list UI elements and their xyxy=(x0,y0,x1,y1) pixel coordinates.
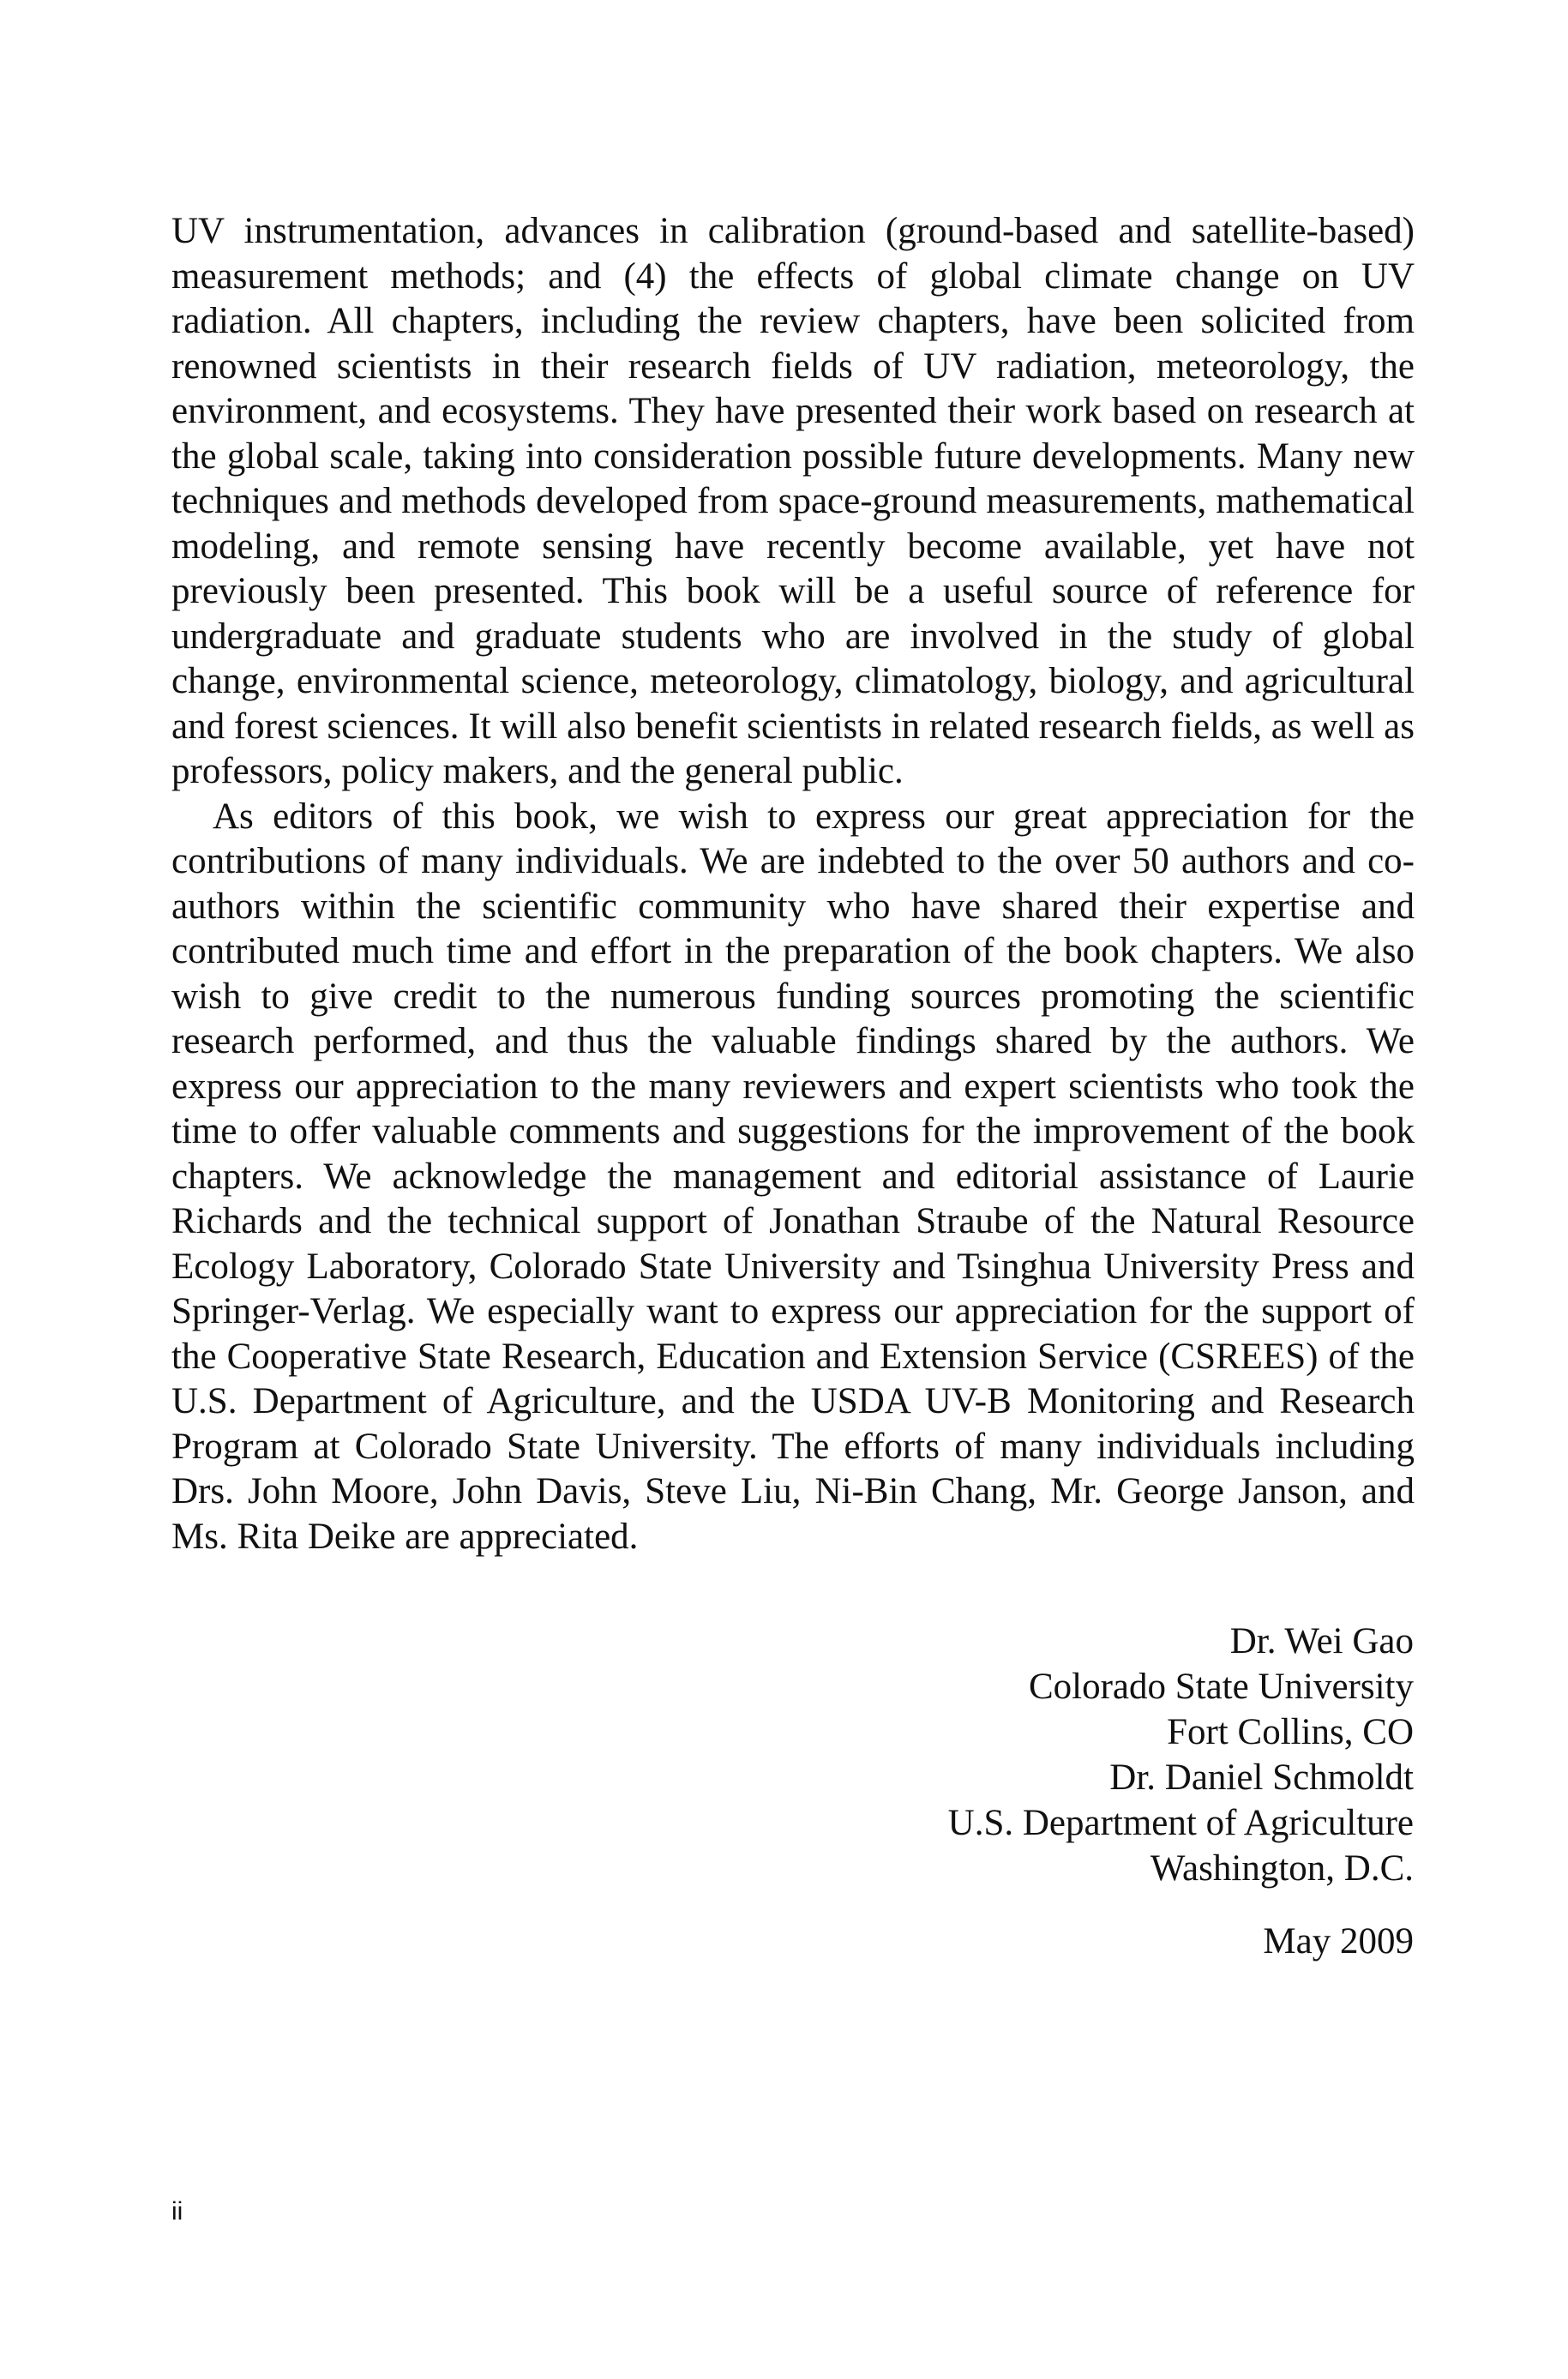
paragraph-acknowledgements: As editors of this book, we wish to express our great appreciation for the contributions of many individuals. We are indebted to the over 50 authors and co-authors within the scientific community who have shared their expertise and contributed much time and effort in the preparation of the book chapters. We also wish to give credit to the numerous funding sources promoting the scientific research performed, and thus the valuable findings shared by the authors. We express our appreciation to the many reviewers and expert scientists who took the time to offer valuable comments and suggestions for the improvement of the book chapters. We acknowledge the management and editorial assistance of Laurie Richards and the technical support of Jonathan Straube of the Natural Resource Ecology Laboratory, Colorado State University and Tsinghua University Press and Springer-Verlag. We especially want to express our appreciation for the support of the Cooperative State Research, Education and Extension Service (CSREES) of the U.S. Department of Agriculture, and the USDA UV-B Monitoring and Research Program at Colorado State University. The efforts of many individuals including Drs. John Moore, John Davis, Steve Liu, Ni-Bin Chang, Mr. George Janson, and Ms. Rita Deike are appreciated. xyxy=(171,796,1415,1557)
editor-affiliation-gao: Colorado State University xyxy=(1028,1667,1414,1707)
preface-body xyxy=(171,209,1415,1559)
editor-affiliation-schmoldt: U.S. Department of Agriculture xyxy=(947,1803,1414,1843)
preface-date: May 2009 xyxy=(1263,1921,1414,1961)
editor-location-gao: Fort Collins, CO xyxy=(1167,1712,1414,1752)
editors-signature-block xyxy=(642,1619,1414,1891)
page-number: ii xyxy=(171,2197,183,2226)
editor-name-gao: Dr. Wei Gao xyxy=(1229,1621,1414,1661)
editor-location-schmoldt: Washington, D.C. xyxy=(1150,1848,1414,1889)
editor-name-schmoldt: Dr. Daniel Schmoldt xyxy=(1109,1757,1414,1798)
paragraph-continuation: UV instrumentation, advances in calibration (ground-based and satellite-based) measurement methods; and (4) the effects of global climate change on UV radiation. All chapters, including the review chapters, have been solicited from renowned scientists in their research fields of UV radiation, meteorology, the environment, and ecosystems. They have presented their work based on research at the global scale, taking into consideration possible future developments. Many new techniques and methods developed from space-ground measurements, mathematical modeling, and remote sensing have recently become available, yet have not previously been presented. This book will be a useful source of reference for undergraduate and graduate students who are involved in the study of global change, environmental science, meteorology, climatology, biology, and agricultural and forest sciences. It will also benefit scientists in related research fields, as well as professors, policy makers, and the general public. xyxy=(171,211,1415,791)
